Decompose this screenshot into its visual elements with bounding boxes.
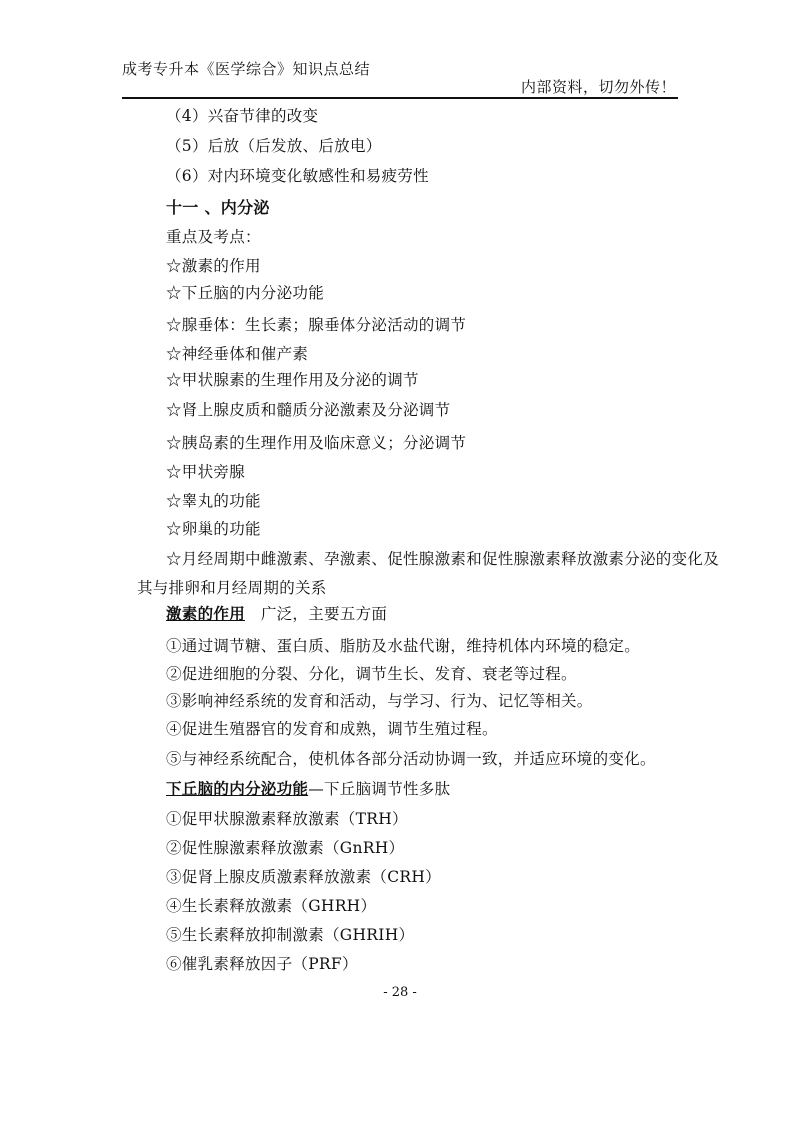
- key-point-item: ☆睾丸的功能: [166, 492, 261, 510]
- list-item: ②促进细胞的分裂、分化，调节生长、发育、衰老等过程。: [166, 665, 577, 683]
- key-point-item: ☆月经周期中雌激素、孕激素、促性腺激素和促性腺激素释放激素分泌的变化及: [166, 550, 720, 568]
- key-point-item-continuation: 其与排卵和月经周期的关系: [137, 579, 327, 597]
- page-number: - 28 -: [383, 985, 417, 1000]
- hypothalamus-summary: —下丘脑调节性多肽: [308, 780, 451, 798]
- list-item: ⑤与神经系统配合，使机体各部分活动协调一致，并适应环境的变化。: [166, 750, 656, 768]
- hormone-effects-heading-line: [166, 602, 387, 624]
- key-point-item: ☆下丘脑的内分泌功能: [166, 284, 325, 302]
- hormone-effects-heading: 激素的作用: [166, 604, 246, 623]
- list-item: ⑥催乳素释放因子（PRF）: [166, 955, 358, 973]
- hypothalamus-heading: 下丘脑的内分泌功能: [166, 779, 309, 798]
- key-point-item: ☆激素的作用: [166, 257, 261, 275]
- hypothalamus-heading-line: [166, 777, 450, 799]
- list-item: ④促进生殖器官的发育和成熟，调节生殖过程。: [166, 720, 498, 738]
- section-title: 十一 、内分泌: [166, 198, 270, 217]
- key-point-item: ☆卵巢的功能: [166, 520, 261, 538]
- hormone-effects-summary: 广泛，主要五方面: [245, 605, 388, 623]
- list-item: ④生长素释放激素（GHRH）: [166, 897, 377, 915]
- list-item: （4）兴奋节律的改变: [166, 107, 319, 125]
- key-point-item: ☆甲状腺素的生理作用及分泌的调节: [166, 371, 419, 389]
- list-item: ①促甲状腺激素释放激素（TRH）: [166, 810, 408, 828]
- document-header-title: 成考专升本《医学综合》知识点总结: [122, 60, 371, 78]
- list-item: ①通过调节糖、蛋白质、脂肪及水盐代谢，维持机体内环境的稳定。: [166, 637, 641, 655]
- document-header-notice: 内部资料，切勿外传！: [520, 78, 676, 96]
- key-point-item: ☆胰岛素的生理作用及临床意义；分泌调节: [166, 434, 467, 452]
- key-point-item: ☆甲状旁腺: [166, 463, 246, 481]
- list-item: ⑤生长素释放抑制激素（GHRIH）: [166, 926, 415, 944]
- list-item: （6）对内环境变化敏感性和易疲劳性: [166, 167, 429, 185]
- key-points-label: 重点及考点：: [166, 228, 261, 246]
- header-divider: [122, 97, 678, 99]
- list-item: （5）后放（后发放、后放电）: [166, 137, 382, 155]
- list-item: ②促性腺激素释放激素（GnRH）: [166, 839, 405, 857]
- list-item: ③促肾上腺皮质激素释放激素（CRH）: [166, 868, 441, 886]
- list-item: ③影响神经系统的发育和活动，与学习、行为、记忆等相关。: [166, 692, 593, 710]
- key-point-item: ☆腺垂体：生长素；腺垂体分泌活动的调节: [166, 316, 467, 334]
- key-point-item: ☆肾上腺皮质和髓质分泌激素及分泌调节: [166, 401, 451, 419]
- key-point-item: ☆神经垂体和催产素: [166, 345, 309, 363]
